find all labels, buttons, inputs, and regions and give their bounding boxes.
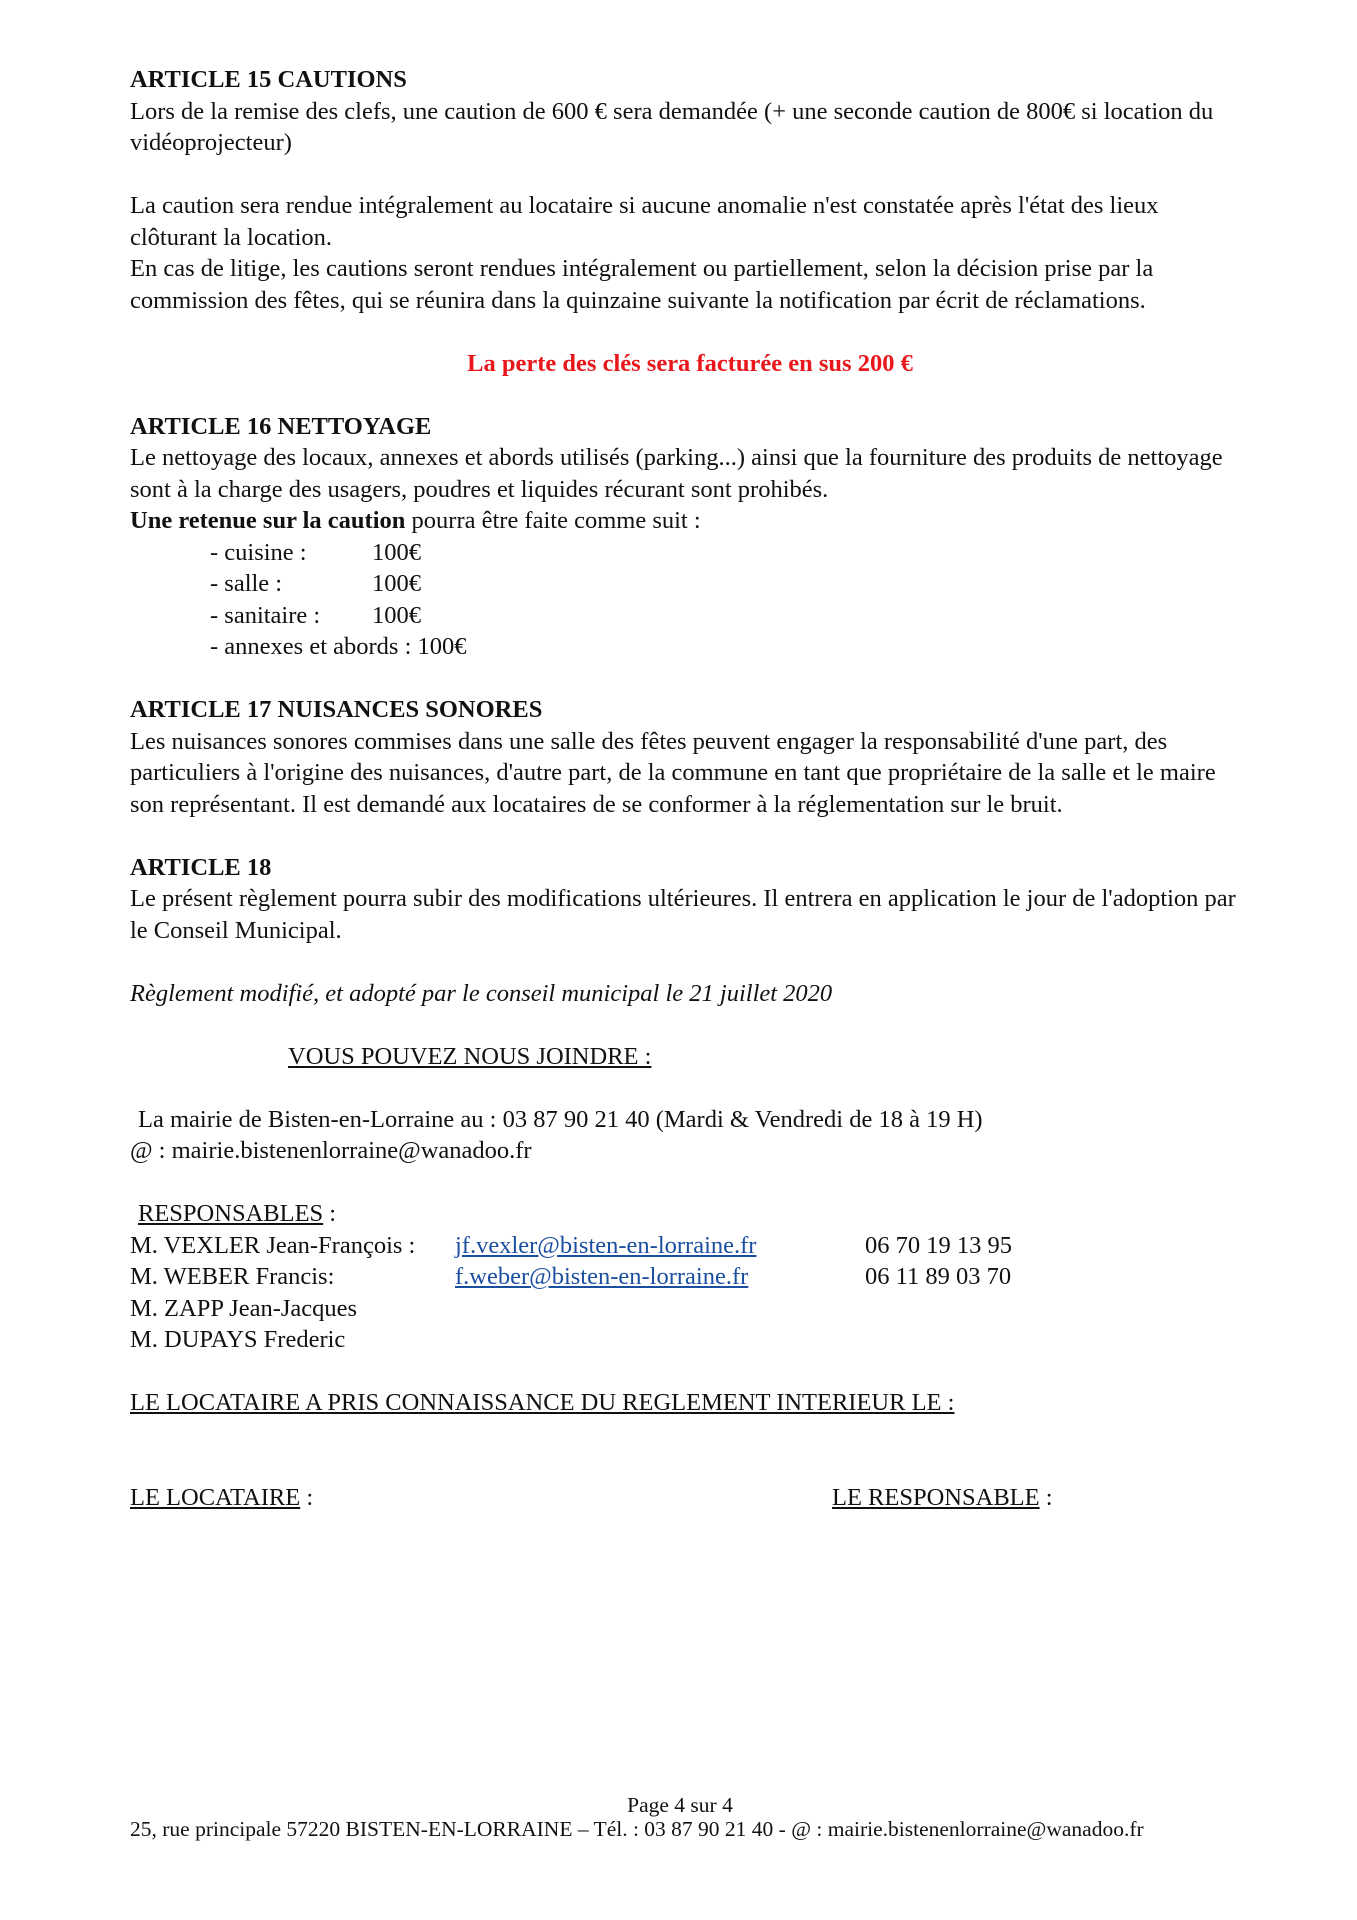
acknowledgement-line: LE LOCATAIRE A PRIS CONNAISSANCE DU REGLEMENT INTERIEUR LE : [130,1389,955,1416]
article-17-paragraph-1: Les nuisances sonores commises dans une salle des fêtes peuvent engager la responsabilité d'une part, des particuliers à l'origine des nuisances, d'autre part, de la commune en tant que propriétaire de la salle et le maire son représentant. Il est demandé aux locataires de se conformer à la réglementation sur le bruit. [130,727,1216,818]
responsable-row [130,1230,1250,1262]
responsable-phone: 06 70 19 13 95 [865,1231,1012,1259]
responsable-row [130,1324,1250,1356]
deduction-item-label: - cuisine : [210,538,307,566]
article-15-paragraph-1: Lors de la remise des clefs, une caution de 600 € sera demandée (+ une seconde caution de 800€ si location du vidéoprojecteur) [130,97,1214,156]
deduction-item-amount: 100€ [372,570,421,597]
deduction-item [210,537,1250,569]
key-loss-notice: La perte des clés sera facturée en sus 200 € [467,349,913,377]
responsible-signature-label: LE RESPONSABLE : [832,1483,1053,1511]
mairie-phone-line: La mairie de Bisten-en-Lorraine au : 03 87 90 21 40 (Mardi & Vendredi de 18 à 19 H) [138,1105,983,1133]
article-16-paragraph-1: Le nettoyage des locaux, annexes et abords utilisés (parking...) ainsi que la fourniture des produits de nettoyage sont à la charge des usagers, poudres et liquides récurant sont prohibés. [130,444,1223,503]
responsable-name: M. VEXLER Jean-François : [130,1231,416,1259]
responsable-email-link[interactable]: jf.vexler@bisten-en-lorraine.fr [455,1231,757,1259]
article-16-title: ARTICLE 16 NETTOYAGE [130,412,432,440]
deposit-deduction-bold: Une retenue sur la caution [130,507,406,534]
page-number: Page 4 sur 4 [627,1793,733,1817]
responsables-heading-line: RESPONSABLES : [138,1200,337,1227]
responsable-row [130,1261,1250,1293]
article-15-title: ARTICLE 15 CAUTIONS [130,66,407,93]
article-17-title: ARTICLE 17 NUISANCES SONORES [130,696,543,723]
deposit-deduction-line [130,505,1250,537]
article-15-paragraph-3: En cas de litige, les cautions seront rendues intégralement ou partiellement, selon la décision prise par la commission des fêtes, qui se réunira dans la quinzaine suivante la notification par écrit de réclamations. [130,255,1154,314]
contact-heading: VOUS POUVEZ NOUS JOINDRE : [288,1042,652,1070]
responsable-row [130,1293,1250,1325]
signature-row [130,1482,1250,1514]
article-18-paragraph-1: Le présent règlement pourra subir des modifications ultérieures. Il entrera en application le jour de l'adoption par le Conseil Municipal. [130,885,1236,944]
deduction-item [210,568,1250,600]
footer-address: 25, rue principale 57220 BISTEN-EN-LORRAINE – Tél. : 03 87 90 21 40 - @ : mairie.bistenenlorraine@wanadoo.fr [130,1817,1144,1841]
deduction-item [210,631,1250,663]
responsable-name: M. DUPAYS Frederic [130,1326,346,1353]
article-18-title: ARTICLE 18 [130,853,272,881]
mairie-email-line: @ : mairie.bistenenlorraine@wanadoo.fr [130,1137,532,1164]
document-page [130,64,1250,1513]
responsables-heading: RESPONSABLES [138,1200,324,1227]
deduction-item-full: - annexes et abords : 100€ [210,633,467,660]
adoption-note: Règlement modifié, et adopté par le conseil municipal le 21 juillet 2020 [130,979,833,1007]
tenant-signature-label: LE LOCATAIRE : [130,1483,314,1511]
deduction-item-label: - sanitaire : [210,601,321,629]
responsable-email-link[interactable]: f.weber@bisten-en-lorraine.fr [455,1263,749,1290]
responsable-name: M. ZAPP Jean-Jacques [130,1294,358,1322]
page-footer [130,1793,1250,1841]
deduction-item-amount: 100€ [372,538,421,566]
article-15-paragraph-2: La caution sera rendue intégralement au locataire si aucune anomalie n'est constatée après l'état des lieux clôturant la location. [130,192,1159,251]
contact-heading-line [130,1041,1250,1073]
deposit-deduction-rest: pourra être faite comme suit : [405,507,701,534]
responsable-name: M. WEBER Francis: [130,1263,335,1290]
deduction-item-amount: 100€ [372,601,421,629]
deduction-item [210,600,1250,632]
deduction-item-label: - salle : [210,570,283,597]
responsable-phone: 06 11 89 03 70 [865,1263,1012,1290]
